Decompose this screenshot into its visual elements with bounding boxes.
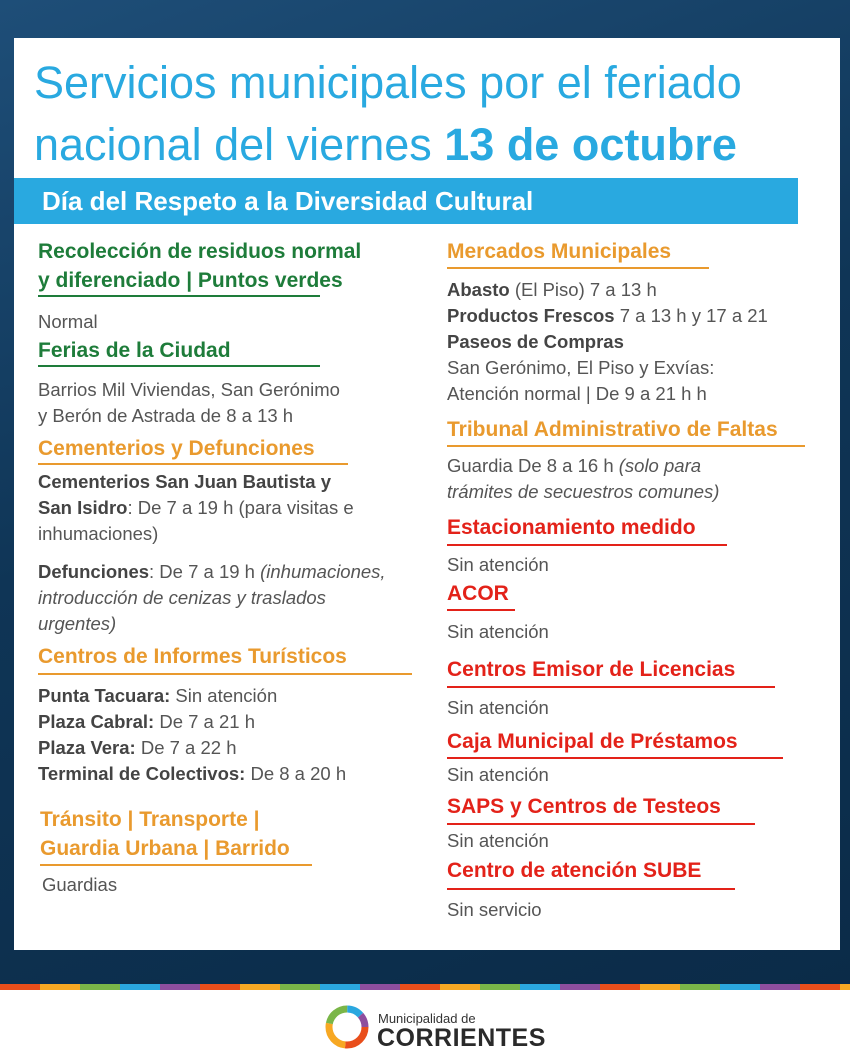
caja-text: Sin atención — [447, 764, 549, 785]
subtitle-banner — [14, 178, 798, 224]
title-line-1: Servicios municipales por el feriado — [34, 57, 742, 108]
section-caja-heading: Caja Municipal de Préstamos — [447, 730, 738, 753]
list-item: Plaza Cabral: De 7 a 21 h — [38, 711, 255, 732]
divider — [38, 673, 412, 675]
page-title — [34, 52, 814, 176]
residuos-text: Normal — [38, 311, 98, 332]
defunciones-text: Defunciones: De 7 a 19 h (inhumaciones, introducción de cenizas y traslados urgentes) — [38, 561, 386, 634]
divider — [40, 864, 312, 866]
section-residuos-heading: Recolección de residuos normal y diferenciado | Puntos verdes — [38, 240, 362, 292]
divider — [447, 888, 735, 890]
title-date: 13 de octubre — [444, 119, 737, 170]
section-sube-heading: Centro de atención SUBE — [447, 859, 702, 882]
divider — [447, 267, 709, 269]
acor-text: Sin atención — [447, 621, 549, 642]
section-saps-heading: SAPS y Centros de Testeos — [447, 795, 721, 818]
list-item: Terminal de Colectivos: De 8 a 20 h — [38, 763, 347, 784]
logo-subtitle: Municipalidad de — [378, 1011, 476, 1026]
section-cementerios-heading: Cementerios y Defunciones — [38, 437, 315, 460]
section-licencias-heading: Centros Emisor de Licencias — [447, 658, 736, 681]
divider — [38, 365, 320, 367]
list-item: Punta Tacuara: Sin atención — [38, 685, 278, 706]
logo-title: CORRIENTES — [377, 1024, 546, 1052]
divider — [447, 445, 805, 447]
section-transito-heading: Tránsito | Transporte | Guardia Urbana | Barrido — [40, 808, 290, 860]
mercados-text: Abasto (El Piso) 7 a 13 h Productos Frescos 7 a 13 h y 17 a 21 Paseos de Compras San Gerónimo, El Piso y Exvías: Atención normal | De 9 a 21 h h — [447, 279, 768, 404]
licencias-text: Sin atención — [447, 697, 549, 718]
divider — [38, 463, 348, 465]
section-tribunal-heading: Tribunal Administrativo de Faltas — [447, 418, 778, 441]
divider — [447, 544, 727, 546]
sube-text: Sin servicio — [447, 899, 542, 920]
divider — [447, 823, 755, 825]
banner-text: Día del Respeto a la Diversidad Cultural — [42, 186, 534, 216]
divider — [447, 609, 515, 611]
section-estacionamiento-heading: Estacionamiento medido — [447, 516, 696, 539]
divider — [447, 686, 775, 688]
municipalidad-logo-icon — [324, 1004, 370, 1050]
section-mercados-heading: Mercados Municipales — [447, 240, 672, 263]
ferias-text: Barrios Mil Viviendas, San Gerónimo y Berón de Astrada de 8 a 13 h — [38, 379, 340, 426]
cementerios-text: Cementerios San Juan Bautista y San Isidro: De 7 a 19 h (para visitas e inhumaciones) — [38, 471, 354, 544]
divider — [38, 295, 320, 297]
turisticos-list — [38, 683, 346, 787]
estacionamiento-text: Sin atención — [447, 554, 549, 575]
section-acor-heading: ACOR — [447, 582, 509, 605]
saps-text: Sin atención — [447, 830, 549, 851]
section-ferias-heading: Ferias de la Ciudad — [38, 339, 231, 362]
transito-text: Guardias — [42, 874, 118, 895]
divider — [447, 757, 783, 759]
list-item: Plaza Vera: De 7 a 22 h — [38, 737, 237, 758]
tribunal-text: Guardia De 8 a 16 h (solo para trámites de secuestros comunes) — [447, 455, 720, 502]
title-line-2: nacional del viernes 13 de octubre — [34, 119, 737, 170]
section-turisticos-heading: Centros de Informes Turísticos — [38, 645, 347, 668]
